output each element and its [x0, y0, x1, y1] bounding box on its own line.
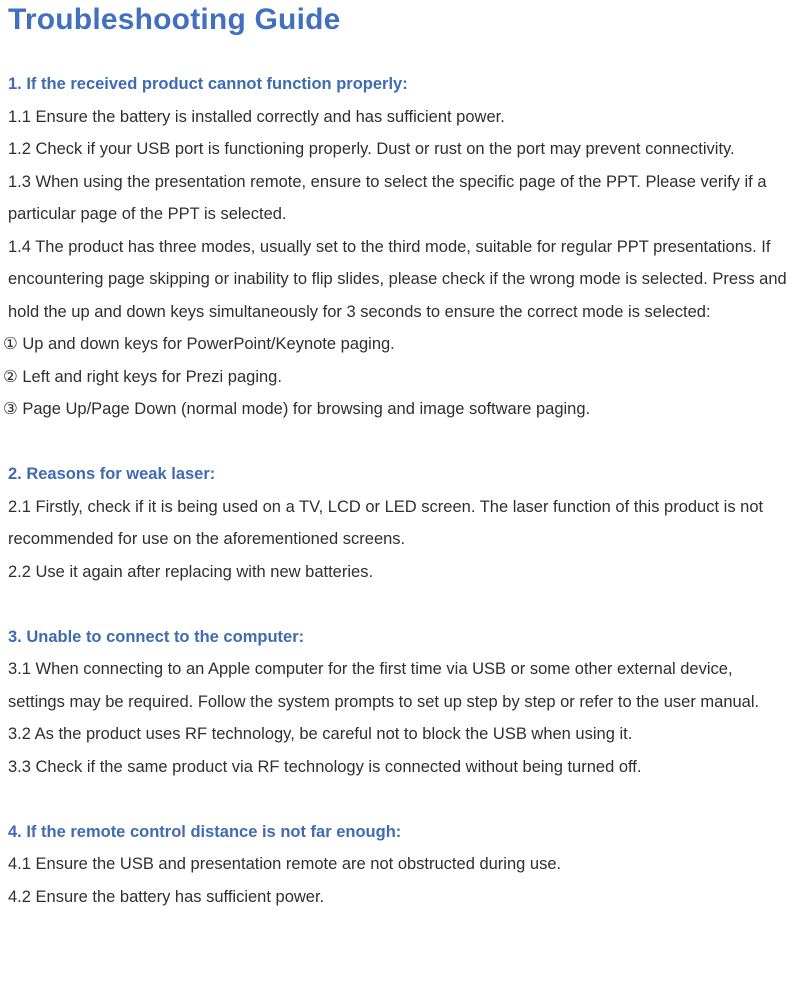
document-title: Troubleshooting Guide: [8, 3, 341, 36]
paragraph: 1.4 The product has three modes, usually set to the third mode, suitable for regular PPT presentations. If encountering page skipping or inability to flip slides, please check if the wrong mode is selected. Press and hold the up and down keys simultaneously for 3 seconds to ensure the correct mode is selected:: [8, 237, 787, 321]
paragraph: 1.3 When using the presentation remote, ensure to select the specific page of the PPT. Please verify if a particular page of the PPT is selected.: [8, 172, 767, 223]
paragraph: 4.1 Ensure the USB and presentation remote are not obstructed during use.: [8, 855, 562, 873]
circled-list-item: ① Up and down keys for PowerPoint/Keynote paging.: [3, 335, 395, 353]
paragraph: 3.3 Check if the same product via RF technology is connected without being turned off.: [8, 757, 642, 776]
section-heading: 4. If the remote control distance is not far enough:: [8, 822, 402, 841]
paragraph: 2.2 Use it again after replacing with new batteries.: [8, 562, 374, 581]
section-heading: 3. Unable to connect to the computer:: [8, 627, 305, 646]
circled-list-item: ② Left and right keys for Prezi paging.: [3, 367, 282, 386]
section-heading: 2. Reasons for weak laser:: [8, 465, 216, 483]
paragraph: 3.1 When connecting to an Apple computer for the first time via USB or some other external device, settings may be required. Follow the system prompts to set up step by step or refer to the user manual.: [8, 660, 760, 711]
section-remote-control-distance: [8, 816, 790, 914]
section-received-product-issues: [3, 68, 790, 426]
paragraph: 1.1 Ensure the battery is installed correctly and has sufficient power.: [8, 107, 505, 126]
paragraph: 4.2 Ensure the battery has sufficient power.: [8, 887, 325, 906]
circled-list-item: ③ Page Up/Page Down (normal mode) for browsing and image software paging.: [3, 400, 591, 418]
section-weak-laser: [8, 458, 790, 588]
paragraph: 3.2 As the product uses RF technology, be careful not to block the USB when using it.: [8, 725, 633, 743]
section-unable-to-connect: [8, 621, 790, 784]
paragraph: 2.1 Firstly, check if it is being used on a TV, LCD or LED screen. The laser function of this product is not recommended for use on the aforementioned screens.: [8, 497, 764, 548]
section-heading: 1. If the received product cannot function properly:: [8, 75, 408, 93]
paragraph: 1.2 Check if your USB port is functioning properly. Dust or rust on the port may prevent connectivity.: [8, 140, 735, 158]
